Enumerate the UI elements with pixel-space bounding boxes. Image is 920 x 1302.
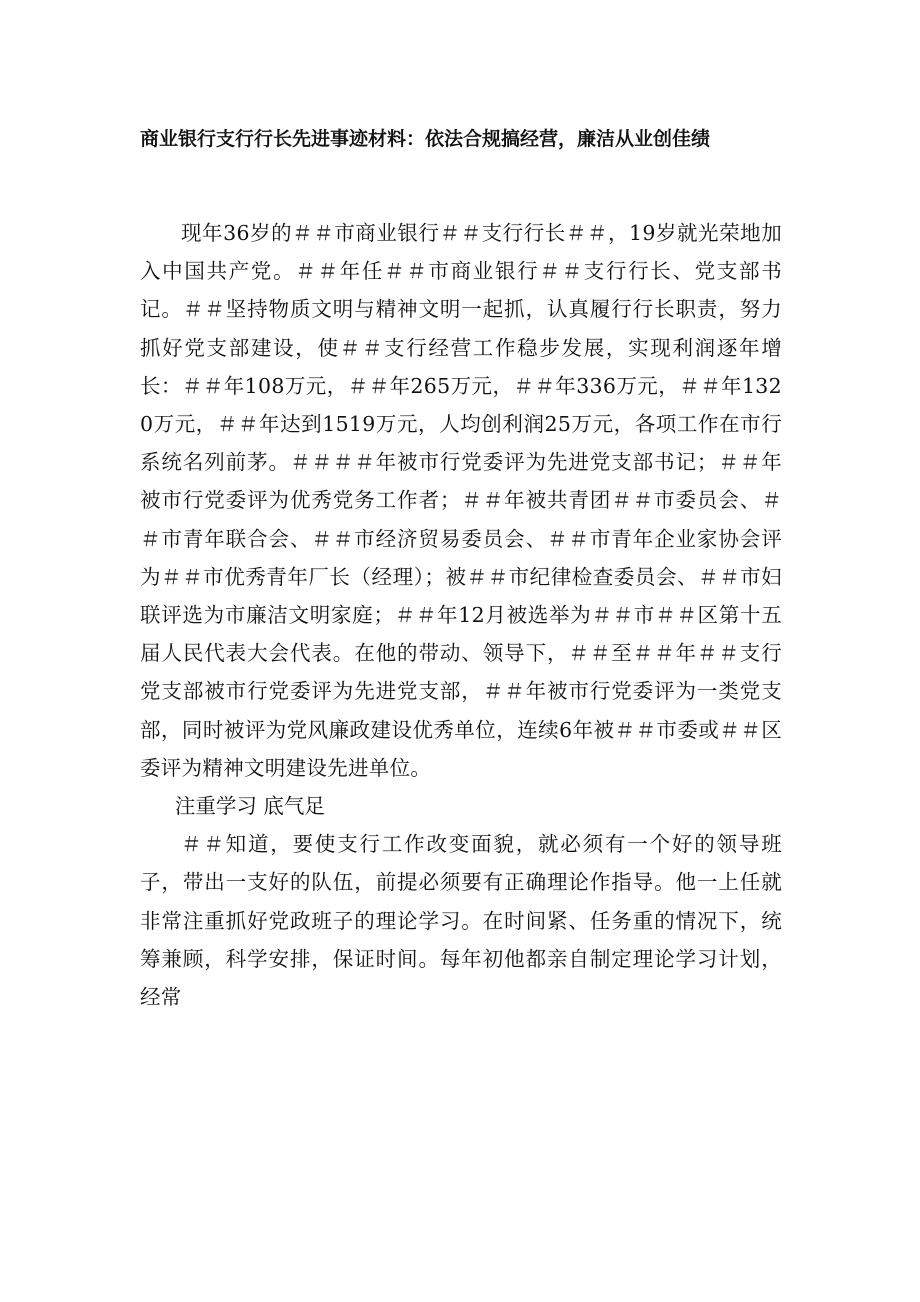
paragraph-intro: 现年36岁的＃＃市商业银行＃＃支行行长＃＃，19岁就光荣地加入中国共产党。＃＃年任＃＃市商业银行＃＃支行行长、党支部书记。＃＃坚持物质文明与精神文明一起抓，认真履行行长职责，努力抓好党支部建设，使＃＃支行经营工作稳步发展，实现利润逐年增长：＃＃年108万元，＃＃年265万元，＃＃年336万元，＃＃年1320万元，＃＃年达到1519万元，人均创利润25万元，各项工作在市行系统名列前茅。＃＃＃＃年被市行党委评为先进党支部书记；＃＃年被市行党委评为优秀党务工作者；＃＃年被共青团＃＃市委员会、＃＃市青年联合会、＃＃市经济贸易委员会、＃＃市青年企业家协会评为＃＃市优秀青年厂长（经理）；被＃＃市纪律检查委员会、＃＃市妇联评选为市廉洁文明家庭；＃＃年12月被选举为＃＃市＃＃区第十五届人民代表大会代表。在他的带动、领导下，＃＃至＃＃年＃＃支行党支部被市行党委评为先进党支部，＃＃年被市行党委评为一类党支部，同时被评为党风廉政建设优秀单位，连续6年被＃＃市委或＃＃区委评为精神文明建设先进单位。 bbox=[140, 221, 782, 780]
section-subheading: 注重学习 底气足 bbox=[174, 794, 325, 819]
document-body bbox=[140, 214, 782, 1016]
paragraph-study: ＃＃知道，要使支行工作改变面貌，就必须有一个好的领导班子，带出一支好的队伍，前提必须要有正确理论作指导。他一上任就非常注重抓好党政班子的理论学习。在时间紧、任务重的情况下，统筹兼顾，科学安排，保证时间。每年初他都亲自制定理论学习计划，经常 bbox=[140, 832, 782, 1010]
document-title: 商业银行支行行长先进事迹材料：依法合规搞经营，廉洁从业创佳绩 bbox=[140, 128, 711, 150]
